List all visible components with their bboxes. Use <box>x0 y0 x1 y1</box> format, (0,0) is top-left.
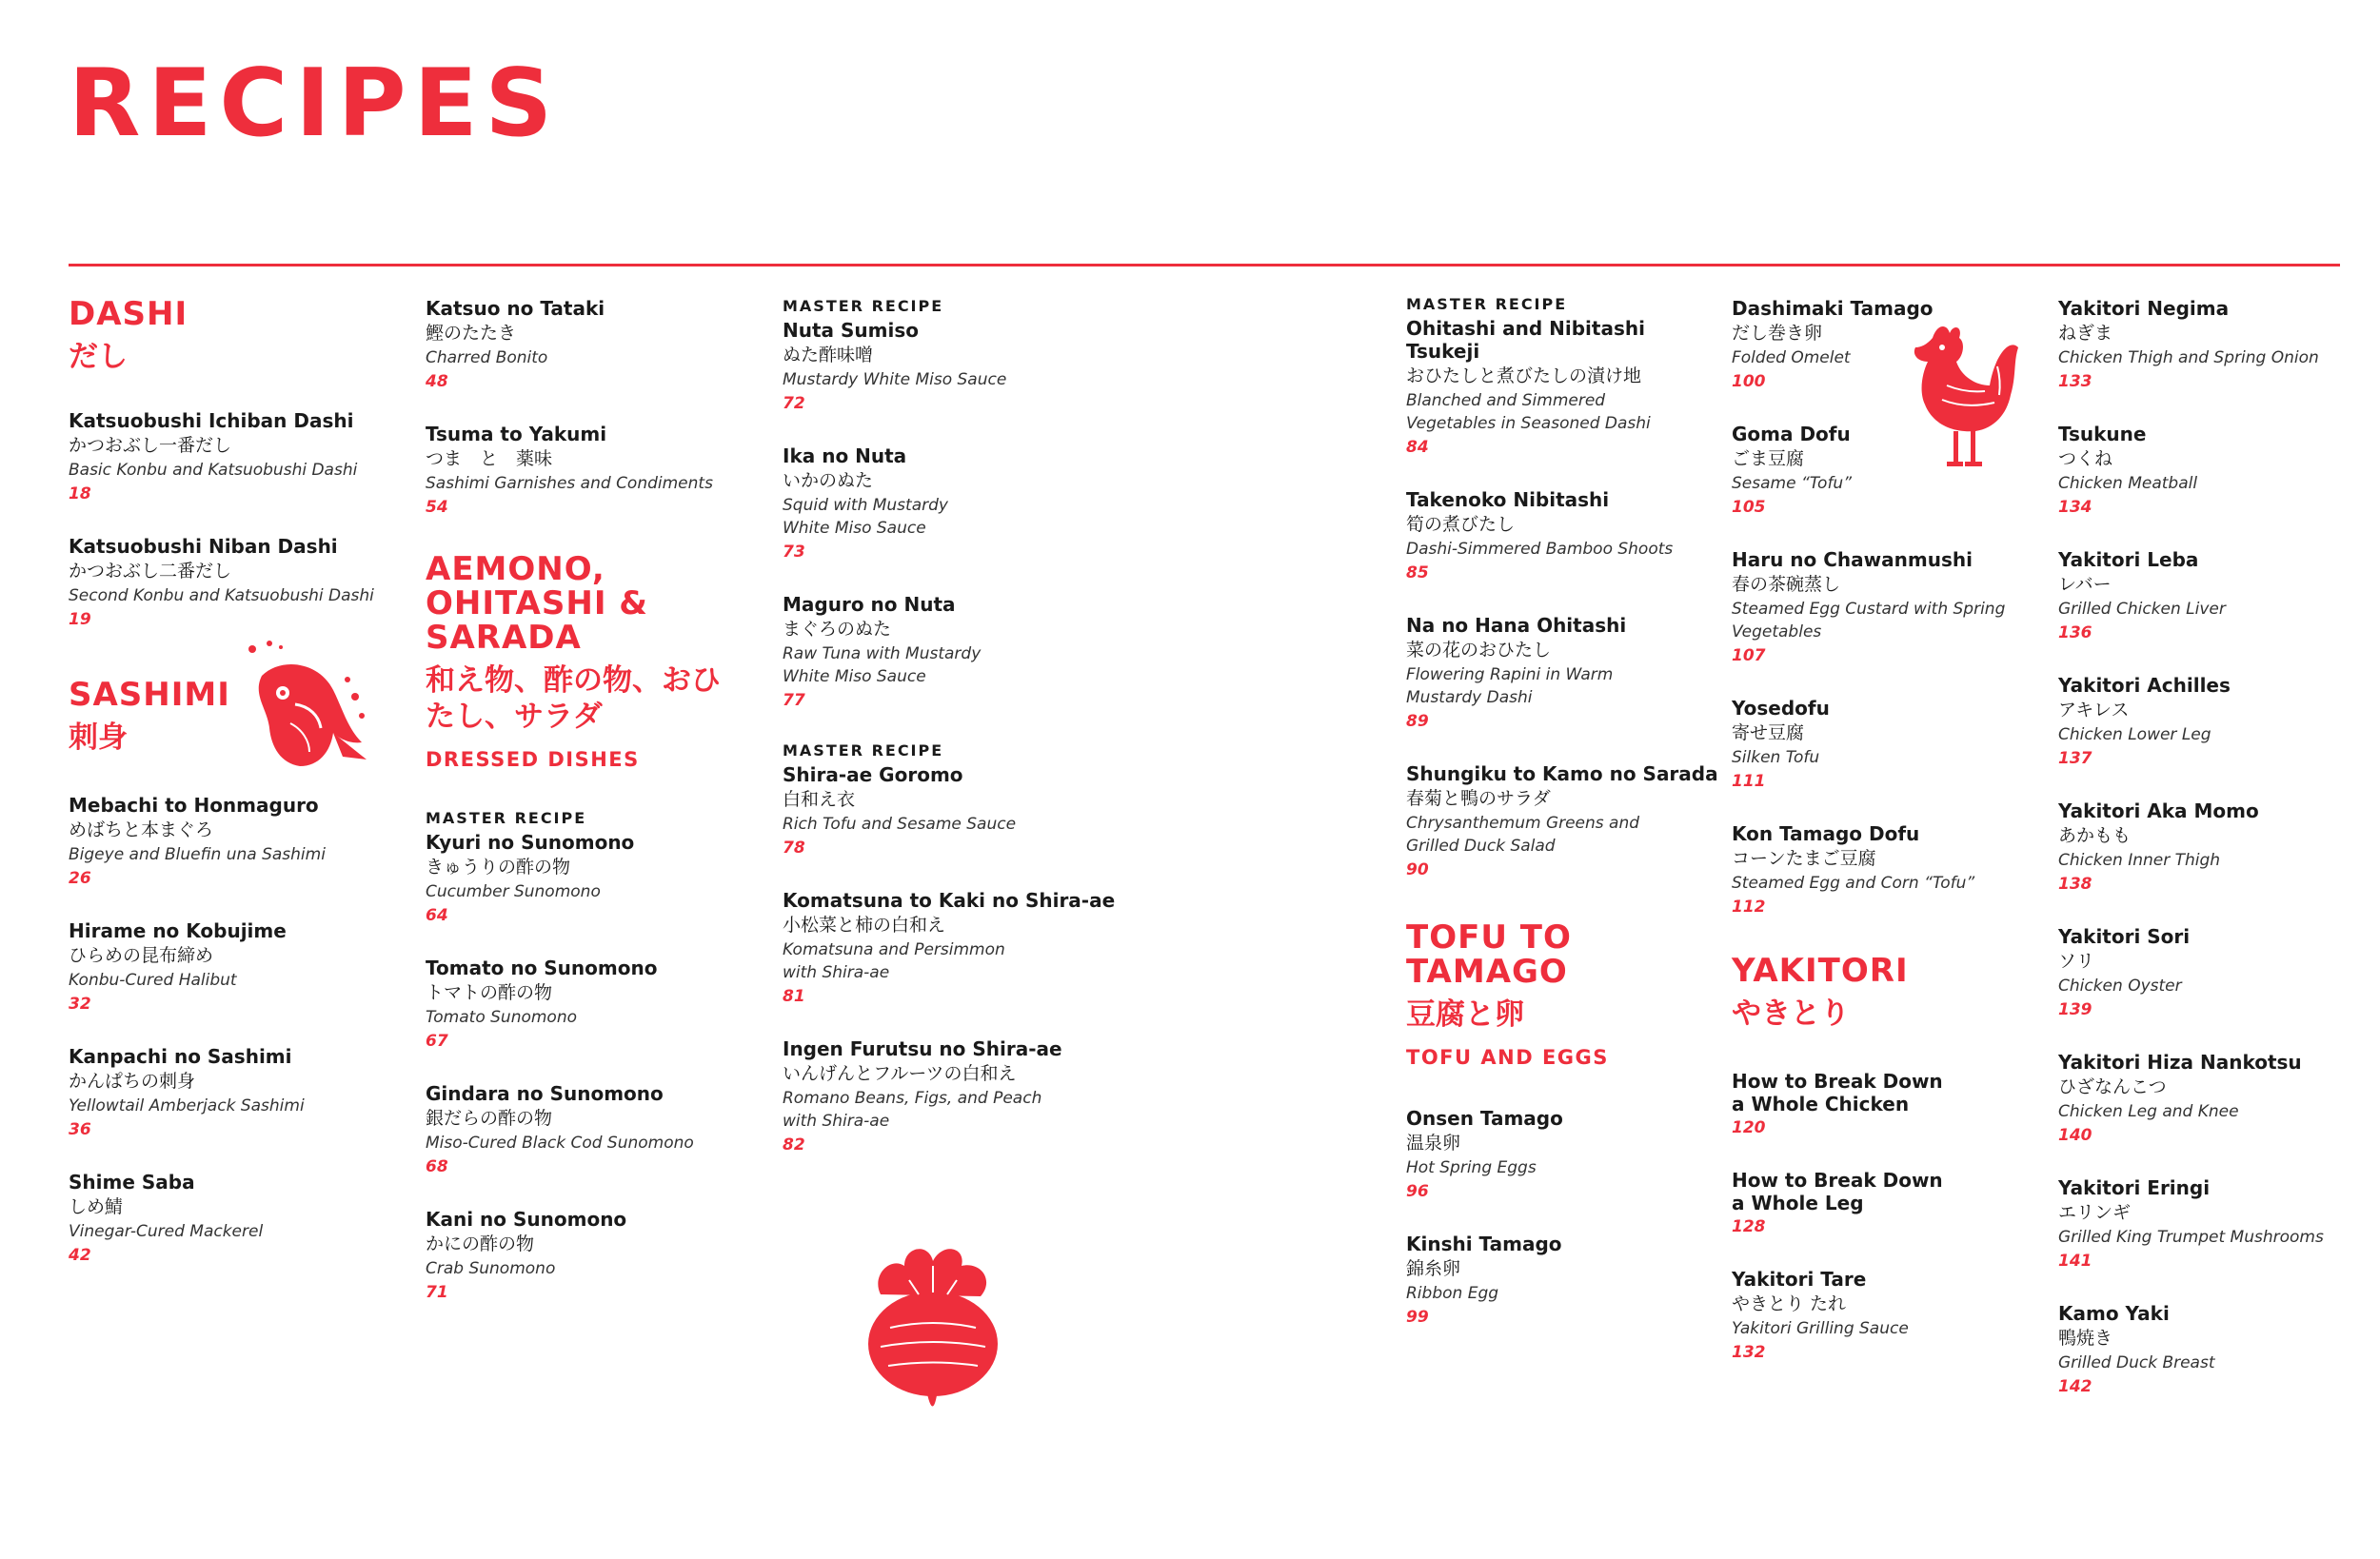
master-recipe-label: MASTER RECIPE <box>1406 295 1568 313</box>
recipe-description: Chicken Lower Leg <box>2058 725 2211 744</box>
recipe-description: Folded Omelet <box>1732 348 1851 367</box>
recipe-name: Nuta Sumiso <box>783 319 919 342</box>
recipe-name: Kyuri no Sunomono <box>426 831 635 854</box>
recipe-name-jp: 寄せ豆腐 <box>1732 722 1805 743</box>
recipe-name-jp: 菜の花のおひたし <box>1406 640 1552 661</box>
section-title: SASHIMI <box>69 676 230 714</box>
recipe-entry[interactable] <box>783 1037 1116 1157</box>
recipe-name: Ika no Nuta <box>783 444 907 467</box>
recipe-name: Na no Hana Ohitashi <box>1406 614 1627 637</box>
recipe-description: Raw Tuna with Mustardy White Miso Sauce <box>783 644 982 686</box>
recipe-entry[interactable] <box>2058 548 2380 645</box>
recipe-name: Hirame no Kobujime <box>69 919 287 942</box>
section-title-jp: 豆腐と卵 <box>1406 997 1524 1032</box>
recipe-name-jp: やきとり たれ <box>1732 1293 1847 1314</box>
recipe-name-jp: きゅうりの酢の物 <box>426 857 571 878</box>
recipe-entry[interactable] <box>1406 614 1739 734</box>
recipe-name-jp: だし巻き卵 <box>1732 323 1823 344</box>
recipe-description: Cucumber Sunomono <box>426 882 601 901</box>
recipe-name-jp: 小松菜と柿の白和え <box>783 915 946 936</box>
section-title-line2: OHITASHI & <box>426 584 648 622</box>
page-number[interactable]: 19 <box>69 610 91 629</box>
page-number[interactable]: 81 <box>783 987 805 1006</box>
recipe-entry[interactable] <box>69 794 402 891</box>
recipe-entry[interactable] <box>1732 697 2065 794</box>
page-number[interactable]: 132 <box>1732 1343 1766 1362</box>
page-number[interactable]: 90 <box>1406 860 1429 879</box>
recipe-name-jp: いかのぬた <box>783 470 874 491</box>
recipe-name: Yakitori Achilles <box>2058 674 2231 697</box>
recipe-entry[interactable] <box>69 535 402 632</box>
recipe-name: Yakitori Eringi <box>2058 1176 2211 1199</box>
recipe-entry[interactable] <box>2058 1176 2380 1273</box>
recipe-description: Grilled Duck Breast <box>2058 1353 2215 1372</box>
recipe-entry[interactable] <box>426 423 759 520</box>
page-number[interactable]: 71 <box>426 1283 448 1302</box>
recipe-entry[interactable] <box>783 741 1116 860</box>
recipe-entry[interactable] <box>2058 423 2380 520</box>
section-aemono <box>426 552 759 771</box>
recipe-name: Mebachi to Honmaguro <box>69 794 319 817</box>
recipe-name-jp: レバー <box>2058 574 2112 595</box>
page-number[interactable]: 78 <box>783 839 805 858</box>
recipe-name-jp: 筍の煮びたし <box>1406 514 1516 535</box>
recipe-description: Steamed Egg Custard with Spring Vegetables <box>1732 600 2006 641</box>
recipe-name: Tsukune <box>2058 423 2147 445</box>
page-number[interactable]: 136 <box>2058 623 2092 642</box>
page-number[interactable]: 82 <box>783 1135 805 1154</box>
column-3 <box>783 297 1116 1186</box>
section-title-jp: 刺身 <box>69 720 128 755</box>
page-title: RECIPES <box>69 49 561 158</box>
page-number[interactable]: 142 <box>2058 1377 2092 1396</box>
recipe-name: Takenoko Nibitashi <box>1406 488 1610 511</box>
section-title-line2: TAMAGO <box>1406 953 1568 991</box>
recipe-entry[interactable] <box>69 409 402 506</box>
recipe-description: Silken Tofu <box>1732 748 1820 767</box>
page-number[interactable]: 99 <box>1406 1308 1429 1327</box>
recipe-description: Basic Konbu and Katsuobushi Dashi <box>69 461 358 480</box>
recipe-entry[interactable] <box>1406 1233 1739 1330</box>
recipe-description: Chicken Meatball <box>2058 474 2198 493</box>
recipe-name-jp: トマトの酢の物 <box>426 982 553 1003</box>
recipe-name: Ingen Furutsu no Shira-ae <box>783 1037 1062 1060</box>
recipe-description: Sashimi Garnishes and Condiments <box>426 474 713 493</box>
recipe-name-jp: 白和え衣 <box>783 789 856 810</box>
recipe-name-jp: いんげんとフルーツの白和え <box>783 1063 1017 1084</box>
page-number[interactable]: 18 <box>69 484 91 503</box>
recipe-name: Haru no Chawanmushi <box>1732 548 1973 571</box>
recipe-name: Gindara no Sunomono <box>426 1082 664 1105</box>
recipe-name-jp: 春の茶碗蒸し <box>1732 574 1841 595</box>
page-number[interactable]: 67 <box>426 1032 448 1051</box>
recipe-description: Ribbon Egg <box>1406 1284 1499 1303</box>
page-number[interactable]: 112 <box>1732 898 1766 917</box>
page-number[interactable]: 85 <box>1406 563 1429 582</box>
section-title-jp: やきとり <box>1732 997 1850 1031</box>
recipe-entry[interactable] <box>1732 822 2065 919</box>
recipe-name: How to Break Down a Whole Chicken <box>1732 1070 1943 1115</box>
section-title-jp: だし <box>69 340 128 374</box>
master-recipe-label: MASTER RECIPE <box>783 297 944 315</box>
recipe-name-jp: ひらめの昆布締め <box>69 945 214 966</box>
recipe-entry[interactable] <box>426 957 759 1054</box>
recipe-description: Chicken Thigh and Spring Onion <box>2058 348 2319 367</box>
recipe-description: Charred Bonito <box>426 348 548 367</box>
recipe-description: Squid with Mustardy White Miso Sauce <box>783 496 948 538</box>
recipe-name-jp: かんぱちの刺身 <box>69 1071 196 1092</box>
page-number[interactable]: 54 <box>426 498 448 517</box>
page-number[interactable]: 48 <box>426 372 448 391</box>
section-title-line1: AEMONO, <box>426 550 605 588</box>
recipe-name: Tomato no Sunomono <box>426 957 658 979</box>
recipe-entry[interactable] <box>2058 799 2380 897</box>
recipe-entry[interactable] <box>426 297 759 394</box>
section-subtitle: TOFU AND EGGS <box>1406 1046 1609 1069</box>
column-1 <box>69 297 402 1296</box>
page-number[interactable]: 137 <box>2058 749 2092 768</box>
recipe-name: Ohitashi and Nibitashi Tsukeji <box>1406 317 1645 363</box>
page-number[interactable]: 72 <box>783 394 805 413</box>
recipe-name: Yosedofu <box>1732 697 1830 720</box>
recipe-name: Kinshi Tamago <box>1406 1233 1562 1255</box>
section-dashi <box>69 297 402 375</box>
radish-illustration <box>852 1237 1014 1428</box>
recipe-name-jp: まぐろのぬた <box>783 619 892 640</box>
page-number[interactable]: 42 <box>69 1246 91 1265</box>
column-6 <box>2058 297 2380 1428</box>
recipe-name: Katsuobushi Ichiban Dashi <box>69 409 354 432</box>
recipe-entry[interactable] <box>426 809 759 928</box>
recipe-description: Miso-Cured Black Cod Sunomono <box>426 1134 694 1153</box>
recipe-name: Onsen Tamago <box>1406 1107 1563 1130</box>
section-title-line1: TOFU TO <box>1406 918 1572 957</box>
recipe-entry[interactable] <box>783 593 1116 713</box>
recipe-entry[interactable] <box>783 444 1068 564</box>
recipe-description: Steamed Egg and Corn “Tofu” <box>1732 874 1975 893</box>
recipe-description: Blanched and Simmered Vegetables in Seasoned Dashi <box>1406 391 1651 433</box>
recipe-name: Kon Tamago Dofu <box>1732 822 1920 845</box>
recipe-entry[interactable] <box>1406 762 1739 882</box>
recipe-name: Yakitori Hiza Nankotsu <box>2058 1051 2302 1074</box>
recipe-name: Maguro no Nuta <box>783 593 956 616</box>
recipe-name: Shime Saba <box>69 1171 195 1194</box>
recipe-name-jp: かつおぶし一番だし <box>69 435 232 456</box>
recipe-entry[interactable] <box>2058 925 2380 1022</box>
title-rule <box>69 264 2340 266</box>
recipe-name-jp: 錦糸卵 <box>1406 1258 1461 1279</box>
recipe-name-jp: ぬた酢味噌 <box>783 345 874 365</box>
recipe-description: Flowering Rapini in Warm Mustardy Dashi <box>1406 665 1614 707</box>
recipe-name-jp: ねぎま <box>2058 323 2113 344</box>
page-number[interactable]: 77 <box>783 691 805 710</box>
recipe-name: Yakitori Leba <box>2058 548 2199 571</box>
recipe-name-jp: 温泉卵 <box>1406 1133 1461 1154</box>
recipe-name-jp: ごま豆腐 <box>1732 448 1805 469</box>
recipe-name-jp: めばちと本まぐろ <box>69 819 214 840</box>
recipe-name: Shira-ae Goromo <box>783 763 963 786</box>
recipe-name-jp: ソリ <box>2058 951 2095 972</box>
page-number[interactable]: 134 <box>2058 498 2092 517</box>
recipe-description: Chrysanthemum Greens and Grilled Duck Salad <box>1406 814 1640 856</box>
section-yakitori <box>1732 954 2065 1032</box>
recipe-name: How to Break Down a Whole Leg <box>1732 1169 1943 1214</box>
page-number[interactable]: 32 <box>69 995 91 1014</box>
recipe-description: Bigeye and Bluefin una Sashimi <box>69 845 326 864</box>
recipe-description: Yellowtail Amberjack Sashimi <box>69 1096 305 1115</box>
recipe-name-jp: 鰹のたたき <box>426 323 517 344</box>
recipe-name: Tsuma to Yakumi <box>426 423 607 445</box>
page-number[interactable]: 140 <box>2058 1126 2092 1145</box>
section-title-jp: 和え物、酢の物、おひたし、サラダ <box>426 663 721 734</box>
page-number[interactable]: 64 <box>426 906 448 925</box>
recipe-description: Crab Sunomono <box>426 1259 556 1278</box>
recipe-name-jp: かにの酢の物 <box>426 1233 535 1254</box>
recipe-description: Romano Beans, Figs, and Peach with Shira-ae <box>783 1089 1042 1131</box>
recipe-description: Mustardy White Miso Sauce <box>783 370 1007 389</box>
recipe-entry[interactable] <box>1406 488 1739 585</box>
recipe-name: Katsuobushi Niban Dashi <box>69 535 338 558</box>
recipe-name: Yakitori Negima <box>2058 297 2230 320</box>
recipe-entry[interactable] <box>426 1208 759 1305</box>
recipe-name-jp: ひざなんこつ <box>2058 1076 2167 1097</box>
section-title: YAKITORI <box>1732 952 1909 990</box>
recipe-description: Tomato Sunomono <box>426 1008 578 1027</box>
recipe-entry[interactable] <box>2058 1302 2380 1399</box>
page-number[interactable]: 111 <box>1732 772 1766 791</box>
page-number[interactable]: 96 <box>1406 1182 1429 1201</box>
recipe-entry[interactable] <box>783 297 1116 416</box>
recipe-name: Dashimaki Tamago <box>1732 297 1934 320</box>
rooster-illustration <box>1894 319 2023 476</box>
fish-illustration <box>243 638 371 780</box>
page-number[interactable]: 36 <box>69 1120 91 1139</box>
recipe-entry[interactable] <box>2058 297 2380 394</box>
recipe-name-jp: つま と 薬味 <box>426 448 553 469</box>
column-4 <box>1406 297 1739 1358</box>
recipe-entry[interactable] <box>69 1171 402 1268</box>
page-number[interactable]: 120 <box>1732 1118 1766 1137</box>
recipe-description: Rich Tofu and Sesame Sauce <box>783 815 1017 834</box>
recipe-description: Sesame “Tofu” <box>1732 474 1853 493</box>
section-title: DASHI <box>69 295 188 333</box>
recipe-entry[interactable] <box>2058 674 2380 771</box>
page-number[interactable]: 139 <box>2058 1000 2092 1019</box>
recipe-name-jp: 鴨焼き <box>2058 1328 2113 1349</box>
recipe-name: Kamo Yaki <box>2058 1302 2170 1325</box>
recipe-description: Grilled King Trumpet Mushrooms <box>2058 1228 2324 1247</box>
page-number[interactable]: 133 <box>2058 372 2092 391</box>
recipe-name-jp: おひたしと煮びたしの漬け地 <box>1406 365 1642 386</box>
recipe-description: Vinegar-Cured Mackerel <box>69 1222 264 1241</box>
recipe-name: Kani no Sunomono <box>426 1208 627 1231</box>
recipe-description: Grilled Chicken Liver <box>2058 600 2226 619</box>
recipe-entry[interactable] <box>1406 295 1739 460</box>
recipe-description: Dashi-Simmered Bamboo Shoots <box>1406 540 1674 559</box>
master-recipe-label: MASTER RECIPE <box>426 809 587 827</box>
recipe-name: Kanpachi no Sashimi <box>69 1045 292 1068</box>
page-number[interactable]: 84 <box>1406 438 1429 457</box>
recipe-name: Yakitori Tare <box>1732 1268 1867 1291</box>
page-number[interactable]: 26 <box>69 869 91 888</box>
recipe-entry[interactable] <box>1406 1107 1739 1204</box>
recipe-entry[interactable] <box>783 889 1116 1009</box>
page-number[interactable]: 128 <box>1732 1217 1766 1236</box>
recipe-entry[interactable] <box>426 1082 759 1179</box>
recipe-name: Yakitori Aka Momo <box>2058 799 2259 822</box>
page-number[interactable]: 89 <box>1406 712 1429 731</box>
page-number[interactable]: 141 <box>2058 1252 2092 1271</box>
section-title-line3: SARADA <box>426 619 582 657</box>
column-2 <box>426 297 759 1333</box>
recipe-name-jp: かつおぶし二番だし <box>69 561 232 582</box>
recipe-name: Katsuo no Tataki <box>426 297 605 320</box>
recipe-entry[interactable] <box>69 919 402 1016</box>
recipe-name: Goma Dofu <box>1732 423 1851 445</box>
recipe-description: Hot Spring Eggs <box>1406 1158 1537 1177</box>
recipe-name-jp: あかもも <box>2058 825 2132 846</box>
page-number[interactable]: 100 <box>1732 372 1766 391</box>
recipe-name: Yakitori Sori <box>2058 925 2191 948</box>
page-number[interactable]: 68 <box>426 1157 448 1176</box>
section-subtitle: DRESSED DISHES <box>426 748 640 771</box>
recipe-description: Chicken Leg and Knee <box>2058 1102 2239 1121</box>
recipe-name-jp: 春菊と鴨のサラダ <box>1406 788 1551 809</box>
recipe-entry[interactable] <box>1732 1268 2065 1365</box>
master-recipe-label: MASTER RECIPE <box>783 741 944 760</box>
recipe-name: Komatsuna to Kaki no Shira-ae <box>783 889 1116 912</box>
recipe-description: Chicken Inner Thigh <box>2058 851 2221 870</box>
recipe-description: Konbu-Cured Halibut <box>69 971 237 990</box>
recipe-entry[interactable] <box>69 1045 402 1142</box>
recipe-description: Komatsuna and Persimmon with Shira-ae <box>783 940 1005 982</box>
recipe-entry[interactable] <box>1732 1169 1951 1239</box>
page-number[interactable]: 105 <box>1732 498 1766 517</box>
recipe-name-jp: アキレス <box>2058 700 2130 720</box>
recipe-name-jp: 銀だらの酢の物 <box>426 1108 553 1129</box>
page-number[interactable]: 138 <box>2058 875 2092 894</box>
page-number[interactable]: 107 <box>1732 646 1766 665</box>
recipe-entry[interactable] <box>1732 548 2065 668</box>
recipe-description: Yakitori Grilling Sauce <box>1732 1319 1909 1338</box>
recipe-entry[interactable] <box>1732 1070 1951 1140</box>
recipe-name-jp: コーンたまご豆腐 <box>1732 848 1876 869</box>
recipe-name-jp: エリンギ <box>2058 1202 2132 1223</box>
recipe-name-jp: しめ鯖 <box>69 1196 124 1217</box>
recipe-name-jp: つくね <box>2058 448 2113 469</box>
recipe-description: Chicken Oyster <box>2058 977 2182 996</box>
recipe-description: Second Konbu and Katsuobushi Dashi <box>69 586 374 605</box>
section-tofu <box>1406 920 1739 1069</box>
recipe-entry[interactable] <box>2058 1051 2380 1148</box>
recipe-name: Shungiku to Kamo no Sarada <box>1406 762 1718 785</box>
page-number[interactable]: 73 <box>783 543 805 562</box>
